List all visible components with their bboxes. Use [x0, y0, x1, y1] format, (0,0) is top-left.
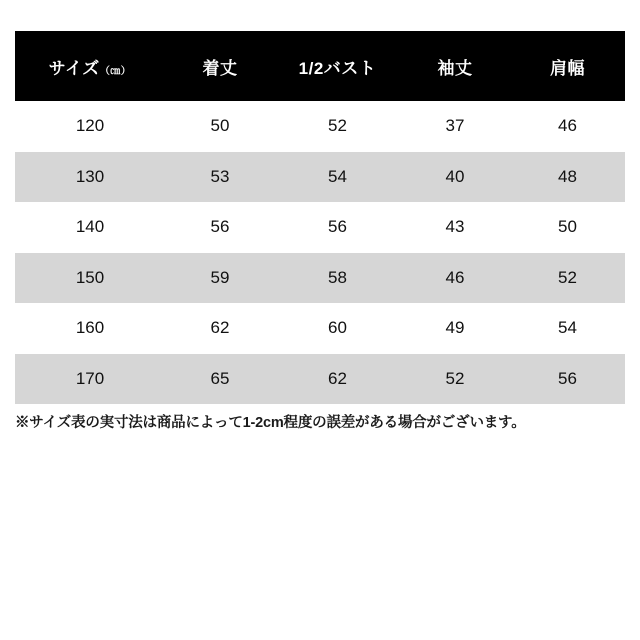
table-header: [15, 31, 625, 101]
table-row: [15, 152, 625, 203]
column-header-sleeve-label: 袖丈: [437, 58, 473, 78]
table-row: [15, 202, 625, 253]
column-header-sleeve: [400, 31, 510, 101]
column-header-shoulder-label: 肩幅: [550, 58, 585, 78]
cell-sleeve: 40: [445, 166, 465, 186]
cell-length: 56: [210, 217, 230, 237]
cell-length: 59: [210, 267, 230, 287]
cell-length: 53: [210, 166, 230, 186]
cell-size: 170: [75, 368, 105, 388]
cell-sleeve: 46: [445, 267, 465, 287]
table-header-row: [15, 31, 625, 101]
column-header-size-label: サイズ: [48, 58, 100, 78]
cell-shoulder: 46: [558, 116, 577, 136]
measurement-disclaimer-note: ※サイズ表の実寸法は商品によって1-2cm程度の誤差がある場合がございます。: [15, 415, 526, 431]
column-header-length: [165, 31, 275, 101]
cell-bust: 54: [328, 166, 347, 186]
cell-sleeve: 43: [445, 217, 465, 237]
cell-sleeve: 37: [445, 116, 465, 136]
size-chart-table: [15, 31, 625, 404]
cell-sleeve: 52: [445, 368, 465, 388]
cell-bust: 52: [328, 116, 347, 136]
table-row: [15, 253, 625, 304]
cell-shoulder: 54: [558, 318, 577, 338]
cell-bust: 58: [328, 267, 347, 287]
column-header-length-label: 着丈: [202, 58, 238, 78]
cell-shoulder: 52: [558, 267, 577, 287]
table-row: [15, 303, 625, 354]
cell-shoulder: 50: [558, 217, 577, 237]
table-row: [15, 354, 625, 405]
cell-bust: 60: [328, 318, 347, 338]
table-row: [15, 101, 625, 152]
size-chart-table-wrapper: [15, 31, 625, 404]
table-body: [15, 101, 625, 404]
cell-sleeve: 49: [445, 318, 465, 338]
column-header-bust-label: 1/2バスト: [298, 58, 377, 78]
cell-size: 120: [75, 116, 105, 136]
cell-length: 65: [210, 368, 230, 388]
cell-shoulder: 48: [558, 166, 577, 186]
cell-bust: 62: [328, 368, 347, 388]
cell-size: 130: [75, 166, 105, 186]
column-header-shoulder: [510, 31, 625, 101]
column-header-size: [15, 31, 165, 101]
column-header-bust: [275, 31, 400, 101]
cell-length: 62: [210, 318, 230, 338]
cell-length: 50: [210, 116, 230, 136]
cell-size: 160: [75, 318, 105, 338]
cell-shoulder: 56: [558, 368, 577, 388]
column-header-size-unit: （㎝）: [99, 65, 132, 77]
cell-size: 140: [75, 217, 105, 237]
cell-size: 150: [75, 267, 105, 287]
cell-bust: 56: [328, 217, 347, 237]
